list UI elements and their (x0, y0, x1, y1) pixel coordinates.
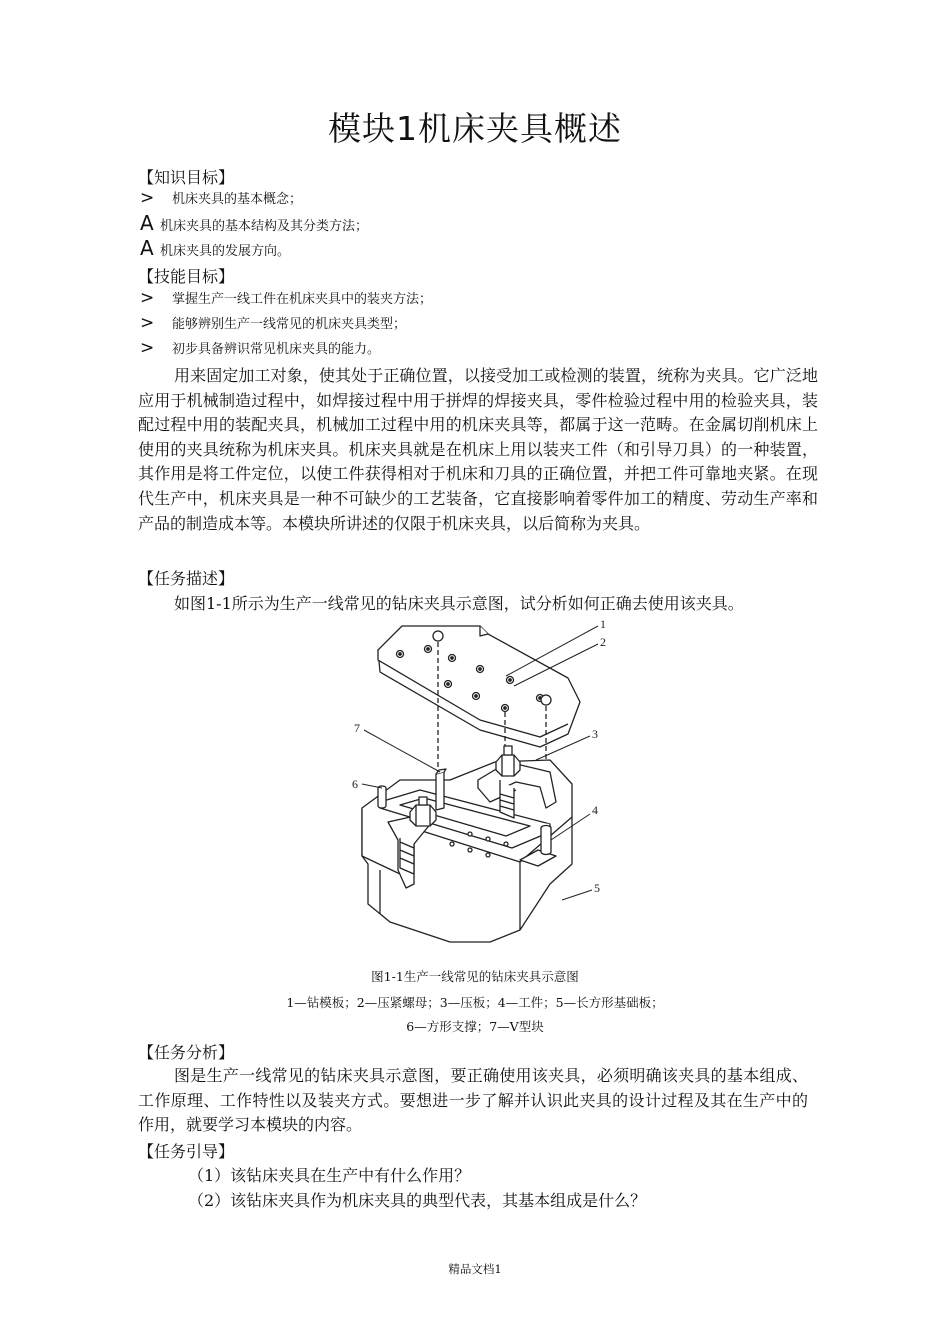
figure-label-5: 5 (594, 881, 600, 895)
page-footer: 精品文档1 (448, 1262, 502, 1276)
skill-item-text: 能够辨别生产一线常见的机床夹具类型； (172, 317, 407, 332)
bullet-marker: > (140, 313, 155, 333)
locating-pin (541, 826, 551, 855)
bullet-marker: A (140, 211, 154, 235)
skill-item-text: 初步具备辨识常见机床夹具的能力。 (172, 342, 381, 357)
task-analysis-heading: 【任务分析】 (138, 1043, 235, 1062)
bullet-marker: > (140, 188, 155, 208)
task-analysis-paragraph (138, 1064, 808, 1138)
figure-label-4: 4 (592, 803, 598, 817)
task-analysis-text: 图是生产一线常见的钻床夹具示意图，要正确使用该夹具，必须明确该夹具的基本组成、工作原理、工作特性以及装夹方式。要想进一步了解并认识此夹具的设计过程及其在生产中的作用，就要学习本模块的内容。 (138, 1066, 808, 1135)
page-title: 模块1机床夹具概述 (328, 109, 622, 148)
task-description-heading: 【任务描述】 (138, 569, 235, 588)
task-guide-question-1: （1）该钻床夹具在生产中有什么作用？ (188, 1166, 471, 1185)
intro-paragraph (138, 364, 818, 536)
bullet-marker: A (140, 236, 154, 260)
skill-item-text: 掌握生产一线工件在机床夹具中的装夹方法； (172, 292, 433, 307)
square-support (378, 786, 386, 808)
drill-plate (378, 626, 580, 747)
figure-legend-line-2: 6—方形支撑；7—V型块 (406, 1019, 544, 1034)
skill-item (140, 287, 432, 309)
knowledge-item (140, 187, 302, 209)
knowledge-item (140, 237, 290, 259)
intro-text: 用来固定加工对象，使其处于正确位置，以接受加工或检测的装置，统称为夹具。它广泛地应用于机械制造过程中，如焊接过程中用于拼焊的焊接夹具，零件检验过程中用的检验夹具，装配过程中用的装配夹具，机械加工过程中用的机床夹具等，都属于这一范畴。在金属切削机床上使用的夹具统称为机床夹具。机床夹具就是在机床上用以装夹工件（和引导刀具）的一种装置，其作用是将工件定位，以使工件获得相对于机床和刀具的正确位置，并把工件可靠地夹紧。在现代生产中，机床夹具是一种不可缺少的工艺装备，它直接影响着零件加工的精度、劳动生产率和产品的制造成本等。本模块所讲述的仅限于机床夹具，以后简称为夹具。 (138, 366, 818, 533)
knowledge-item-text: 机床夹具的发展方向。 (160, 244, 291, 259)
knowledge-item-text: 机床夹具的基本结构及其分类方法； (160, 219, 369, 234)
figure-label-6: 6 (352, 777, 358, 791)
figure-label-7: 7 (354, 721, 360, 735)
figure-label-1: 1 (600, 617, 606, 631)
figure-caption: 图1-1生产一线常见的钻床夹具示意图 (371, 969, 579, 984)
skill-item (140, 337, 380, 359)
knowledge-heading: 【知识目标】 (138, 168, 235, 187)
bullet-marker: > (140, 288, 155, 308)
skill-item (140, 312, 406, 334)
figure-legend-line-1: 1—钻模板；2—压紧螺母；3—压板；4—工件；5—长方形基础板； (286, 995, 664, 1010)
drill-jig-figure (340, 612, 630, 962)
skill-heading: 【技能目标】 (138, 267, 235, 286)
bullet-marker: > (140, 338, 155, 358)
figure-label-2: 2 (600, 635, 606, 649)
task-guide-heading: 【任务引导】 (138, 1142, 235, 1161)
task-description-text: 如图1-1所示为生产一线常见的钻床夹具示意图，试分析如何正确去使用该夹具。 (174, 594, 744, 613)
figure-label-3: 3 (592, 727, 598, 741)
v-block (436, 769, 446, 810)
knowledge-item (140, 212, 368, 234)
knowledge-item-text: 机床夹具的基本概念； (172, 192, 303, 207)
task-guide-question-2: （2）该钻床夹具作为机床夹具的典型代表，其基本组成是什么？ (188, 1191, 647, 1210)
